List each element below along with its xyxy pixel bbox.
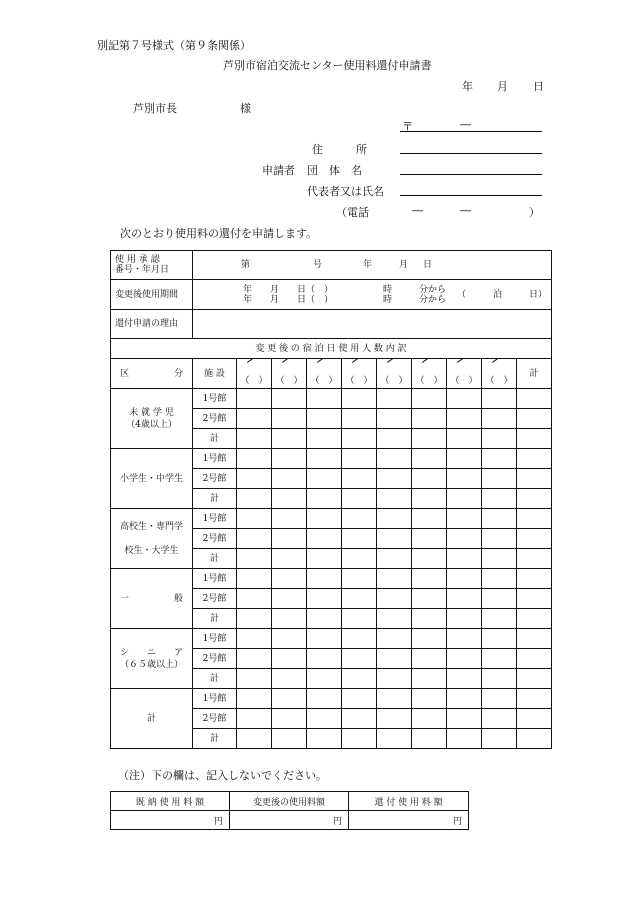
count-cell[interactable] <box>307 549 342 569</box>
yen-unit: 円 <box>452 816 462 827</box>
approval-month: 月 <box>399 260 409 270</box>
count-cell[interactable] <box>447 569 482 589</box>
count-cell[interactable] <box>307 609 342 629</box>
note-text: （注）下の欄は、記入しないでください。 <box>118 769 327 782</box>
count-cell[interactable] <box>237 709 272 729</box>
count-cell[interactable] <box>342 709 377 729</box>
count-cell[interactable] <box>272 409 307 429</box>
postal-mark: 〒 <box>402 120 413 133</box>
count-cell[interactable] <box>342 669 377 689</box>
count-cell[interactable] <box>272 569 307 589</box>
postal-line[interactable] <box>400 131 542 132</box>
day-header-3[interactable] <box>307 359 342 389</box>
yen-unit: 円 <box>213 816 223 827</box>
count-cell[interactable] <box>482 529 517 549</box>
row-total-cell[interactable] <box>517 709 552 729</box>
count-cell[interactable] <box>377 709 412 729</box>
count-cell[interactable] <box>377 469 412 489</box>
count-cell[interactable] <box>307 629 342 649</box>
weekday-paren: （ ） <box>345 376 373 386</box>
count-cell[interactable] <box>412 549 447 569</box>
date-month-label: 月 <box>497 80 508 93</box>
facility-cell: 計 <box>193 429 237 449</box>
count-cell[interactable] <box>307 389 342 409</box>
count-cell[interactable] <box>342 629 377 649</box>
count-cell[interactable] <box>342 429 377 449</box>
facility-cell: 1号館 <box>193 569 237 589</box>
count-cell[interactable] <box>482 489 517 509</box>
count-cell[interactable] <box>412 429 447 449</box>
changed-fee-value[interactable] <box>230 811 349 830</box>
count-cell[interactable] <box>272 489 307 509</box>
facility-cell: 2号館 <box>193 409 237 429</box>
count-cell[interactable] <box>342 729 377 749</box>
facility-cell: 1号館 <box>193 449 237 469</box>
count-cell[interactable] <box>272 609 307 629</box>
count-cell[interactable] <box>272 509 307 529</box>
facility-cell: 1号館 <box>193 389 237 409</box>
count-cell[interactable] <box>482 509 517 529</box>
category-cell <box>111 689 193 749</box>
count-cell[interactable] <box>342 449 377 469</box>
count-cell[interactable] <box>237 649 272 669</box>
count-cell[interactable] <box>272 629 307 649</box>
count-cell[interactable] <box>412 709 447 729</box>
count-cell[interactable] <box>482 669 517 689</box>
count-cell[interactable] <box>237 589 272 609</box>
count-cell[interactable] <box>377 429 412 449</box>
count-cell[interactable] <box>377 649 412 669</box>
category-sublabel: （６５歳以上） <box>119 659 183 670</box>
group-name-label: 団 体 名 <box>307 164 362 177</box>
slash-mark <box>352 359 364 363</box>
count-cell[interactable] <box>272 529 307 549</box>
count-cell[interactable] <box>482 629 517 649</box>
count-cell[interactable] <box>272 709 307 729</box>
count-cell[interactable] <box>412 529 447 549</box>
address-field[interactable] <box>400 153 542 154</box>
count-cell[interactable] <box>377 669 412 689</box>
count-cell[interactable] <box>447 629 482 649</box>
fee-table <box>110 791 469 830</box>
category-label: 高校生・専門学 <box>119 521 183 532</box>
count-cell[interactable] <box>377 409 412 429</box>
paid-fee-header: 既 納 使 用 料 額 <box>111 792 230 811</box>
group-name-field[interactable] <box>400 174 542 175</box>
count-cell[interactable] <box>307 589 342 609</box>
count-cell[interactable] <box>237 669 272 689</box>
approval-go: 号 <box>313 260 323 270</box>
table-row <box>111 689 552 709</box>
count-cell[interactable] <box>307 709 342 729</box>
applicant-label: 申請者 <box>262 164 295 177</box>
facility-cell: 2号館 <box>193 589 237 609</box>
count-cell[interactable] <box>412 469 447 489</box>
weekday-paren: （ ） <box>310 376 338 386</box>
period-date-2: 年 月 日（ ） <box>243 295 334 305</box>
day-header-5[interactable] <box>377 359 412 389</box>
count-cell[interactable] <box>447 729 482 749</box>
day-header-7[interactable] <box>447 359 482 389</box>
row-total-cell[interactable] <box>517 629 552 649</box>
count-cell[interactable] <box>237 449 272 469</box>
count-cell[interactable] <box>307 469 342 489</box>
count-cell[interactable] <box>447 589 482 609</box>
facility-header: 施 設 <box>193 359 237 389</box>
count-cell[interactable] <box>272 729 307 749</box>
count-cell[interactable] <box>482 589 517 609</box>
count-cell[interactable] <box>482 729 517 749</box>
period-time-1: 時 分から <box>383 285 447 295</box>
row-total-cell[interactable] <box>517 449 552 469</box>
approval-day: 日 <box>423 260 433 270</box>
count-cell[interactable] <box>307 509 342 529</box>
facility-cell: 計 <box>193 489 237 509</box>
count-cell[interactable] <box>447 509 482 529</box>
count-cell[interactable] <box>307 669 342 689</box>
count-cell[interactable] <box>342 589 377 609</box>
count-cell[interactable] <box>307 429 342 449</box>
category-label: シ ニ ア <box>119 647 183 658</box>
count-cell[interactable] <box>482 609 517 629</box>
count-cell[interactable] <box>412 569 447 589</box>
row-total-cell[interactable] <box>517 469 552 489</box>
day-header-1[interactable] <box>237 359 272 389</box>
category-sublabel: （4歳以上） <box>126 419 177 430</box>
yen-unit: 円 <box>332 816 342 827</box>
count-cell[interactable] <box>307 649 342 669</box>
count-cell[interactable] <box>482 649 517 669</box>
weekday-paren: （ ） <box>415 376 443 386</box>
row-total-cell[interactable] <box>517 569 552 589</box>
count-cell[interactable] <box>307 729 342 749</box>
row-total-cell[interactable] <box>517 529 552 549</box>
row-total-cell[interactable] <box>517 729 552 749</box>
reason-field[interactable] <box>193 310 552 339</box>
row-total-cell[interactable] <box>517 589 552 609</box>
count-cell[interactable] <box>412 689 447 709</box>
count-cell[interactable] <box>482 549 517 569</box>
category-sublabel: 校生・大学生 <box>124 545 179 556</box>
count-cell[interactable] <box>342 489 377 509</box>
count-cell[interactable] <box>237 509 272 529</box>
representative-label: 代表者又は氏名 <box>307 185 384 198</box>
period-value[interactable] <box>193 280 552 310</box>
facility-cell: 2号館 <box>193 649 237 669</box>
day-header-2[interactable] <box>272 359 307 389</box>
table-row <box>111 449 552 469</box>
facility-cell: 計 <box>193 609 237 629</box>
count-cell[interactable] <box>237 529 272 549</box>
count-cell[interactable] <box>482 429 517 449</box>
count-cell[interactable] <box>377 629 412 649</box>
category-label: 一 般 <box>119 593 183 604</box>
day-header-4[interactable] <box>342 359 377 389</box>
count-cell[interactable] <box>412 729 447 749</box>
paid-fee-value[interactable] <box>111 811 230 830</box>
facility-cell: 計 <box>193 669 237 689</box>
count-cell[interactable] <box>237 409 272 429</box>
approval-label <box>111 251 193 280</box>
day-header-6[interactable] <box>412 359 447 389</box>
tel-dash-2: ― <box>460 204 471 217</box>
breakdown-title: 変 更 後 の 宿 泊 日 使 用 人 数 内 訳 <box>111 339 552 359</box>
row-total-cell[interactable] <box>517 689 552 709</box>
count-cell[interactable] <box>237 689 272 709</box>
slash-mark <box>282 359 294 363</box>
count-cell[interactable] <box>377 689 412 709</box>
count-cell[interactable] <box>482 469 517 489</box>
count-cell[interactable] <box>342 469 377 489</box>
refund-fee-header: 還 付 使 用 料 額 <box>349 792 469 811</box>
count-cell[interactable] <box>482 449 517 469</box>
count-cell[interactable] <box>307 689 342 709</box>
facility-cell: 2号館 <box>193 709 237 729</box>
count-cell[interactable] <box>342 409 377 429</box>
slash-mark <box>247 359 259 363</box>
count-cell[interactable] <box>447 669 482 689</box>
count-cell[interactable] <box>342 529 377 549</box>
count-cell[interactable] <box>412 589 447 609</box>
reason-label: 還付申請の理由 <box>111 310 193 339</box>
approval-label-line1: 使 用 承 認 <box>115 255 160 265</box>
count-cell[interactable] <box>447 689 482 709</box>
count-cell[interactable] <box>342 689 377 709</box>
count-cell[interactable] <box>342 569 377 589</box>
approval-dai: 第 <box>241 260 251 270</box>
count-cell[interactable] <box>272 429 307 449</box>
row-total-cell[interactable] <box>517 389 552 409</box>
count-cell[interactable] <box>447 549 482 569</box>
row-total-cell[interactable] <box>517 649 552 669</box>
slash-mark <box>457 359 469 363</box>
category-cell <box>111 509 193 569</box>
count-cell[interactable] <box>447 529 482 549</box>
date-year-label: 年 <box>462 80 473 93</box>
count-cell[interactable] <box>342 549 377 569</box>
count-cell[interactable] <box>307 449 342 469</box>
count-cell[interactable] <box>272 549 307 569</box>
count-cell[interactable] <box>377 569 412 589</box>
row-total-cell[interactable] <box>517 509 552 529</box>
facility-cell: 計 <box>193 729 237 749</box>
tel-close: ） <box>529 206 540 219</box>
count-cell[interactable] <box>447 709 482 729</box>
address-label: 住 所 <box>312 143 367 156</box>
count-cell[interactable] <box>237 629 272 649</box>
count-cell[interactable] <box>272 389 307 409</box>
page-title: 芦別市宿泊交流センター使用料還付申請書 <box>223 59 432 72</box>
count-cell[interactable] <box>307 409 342 429</box>
representative-field[interactable] <box>400 195 542 196</box>
tel-dash-1: ― <box>412 204 423 217</box>
category-cell <box>111 569 193 629</box>
count-cell[interactable] <box>412 449 447 469</box>
count-cell[interactable] <box>307 489 342 509</box>
row-total-cell[interactable] <box>517 429 552 449</box>
count-cell[interactable] <box>377 449 412 469</box>
category-label: 小学生・中学生 <box>119 473 183 484</box>
category-label: 計 <box>146 713 156 724</box>
tel-label: （電話 <box>336 206 369 219</box>
period-date-1: 年 月 日（ ） <box>243 285 334 295</box>
count-cell[interactable] <box>342 609 377 629</box>
count-cell[interactable] <box>237 469 272 489</box>
table-row <box>111 389 552 409</box>
usage-table <box>110 250 552 749</box>
count-cell[interactable] <box>412 409 447 429</box>
count-cell[interactable] <box>412 509 447 529</box>
period-nights: （ 泊 日） <box>457 290 548 300</box>
count-cell[interactable] <box>377 549 412 569</box>
approval-value[interactable] <box>193 251 552 280</box>
count-cell[interactable] <box>307 569 342 589</box>
approval-label-line2: 番号・年月日 <box>115 265 170 275</box>
approval-year: 年 <box>363 260 373 270</box>
count-cell[interactable] <box>377 589 412 609</box>
count-cell[interactable] <box>342 509 377 529</box>
count-cell[interactable] <box>377 729 412 749</box>
count-cell[interactable] <box>237 489 272 509</box>
facility-cell: 計 <box>193 549 237 569</box>
category-header: 区 分 <box>111 359 193 389</box>
count-cell[interactable] <box>272 649 307 669</box>
count-cell[interactable] <box>447 449 482 469</box>
count-cell[interactable] <box>377 529 412 549</box>
count-cell[interactable] <box>412 389 447 409</box>
count-cell[interactable] <box>342 649 377 669</box>
weekday-paren: （ ） <box>380 376 408 386</box>
date-day-label: 日 <box>533 80 544 93</box>
row-total-cell[interactable] <box>517 669 552 689</box>
count-cell[interactable] <box>447 409 482 429</box>
count-cell[interactable] <box>447 389 482 409</box>
count-cell[interactable] <box>447 609 482 629</box>
slash-mark <box>317 359 329 363</box>
count-cell[interactable] <box>447 649 482 669</box>
facility-cell: 2号館 <box>193 529 237 549</box>
count-cell[interactable] <box>412 609 447 629</box>
intro-text: 次のとおり使用料の還付を申請します。 <box>120 227 318 240</box>
count-cell[interactable] <box>447 429 482 449</box>
postal-dash: ― <box>460 118 471 131</box>
facility-cell: 1号館 <box>193 629 237 649</box>
form-number: 別記第７号様式（第９条関係） <box>97 39 251 52</box>
table-row <box>111 509 552 529</box>
count-cell[interactable] <box>237 389 272 409</box>
row-total-cell[interactable] <box>517 489 552 509</box>
count-cell[interactable] <box>482 689 517 709</box>
total-header: 計 <box>517 359 552 389</box>
slash-mark <box>422 359 434 363</box>
category-cell <box>111 449 193 509</box>
count-cell[interactable] <box>377 489 412 509</box>
weekday-paren: （ ） <box>240 376 268 386</box>
category-cell <box>111 389 193 449</box>
count-cell[interactable] <box>482 569 517 589</box>
count-cell[interactable] <box>377 509 412 529</box>
count-cell[interactable] <box>412 629 447 649</box>
table-row <box>111 629 552 649</box>
weekday-paren: （ ） <box>450 376 478 386</box>
period-label: 変更後使用期間 <box>111 280 193 310</box>
honorific: 様 <box>240 102 251 115</box>
category-cell <box>111 629 193 689</box>
count-cell[interactable] <box>237 549 272 569</box>
count-cell[interactable] <box>412 649 447 669</box>
count-cell[interactable] <box>237 429 272 449</box>
count-cell[interactable] <box>342 389 377 409</box>
slash-mark <box>387 359 399 363</box>
count-cell[interactable] <box>307 529 342 549</box>
count-cell[interactable] <box>237 729 272 749</box>
day-header-8[interactable] <box>482 359 517 389</box>
count-cell[interactable] <box>272 469 307 489</box>
count-cell[interactable] <box>412 669 447 689</box>
count-cell[interactable] <box>412 489 447 509</box>
addressee: 芦別市長 <box>133 102 177 115</box>
count-cell[interactable] <box>237 569 272 589</box>
count-cell[interactable] <box>482 389 517 409</box>
category-label: 未 就 学 児 <box>129 407 174 418</box>
weekday-paren: （ ） <box>275 376 303 386</box>
count-cell[interactable] <box>272 689 307 709</box>
count-cell[interactable] <box>447 489 482 509</box>
count-cell[interactable] <box>272 669 307 689</box>
count-cell[interactable] <box>272 449 307 469</box>
slash-mark <box>492 359 504 363</box>
group-rows <box>111 389 552 749</box>
count-cell[interactable] <box>377 609 412 629</box>
period-time-2: 時 分から <box>383 295 447 305</box>
count-cell[interactable] <box>272 589 307 609</box>
row-total-cell[interactable] <box>517 609 552 629</box>
facility-cell: 1号館 <box>193 689 237 709</box>
facility-cell: 2号館 <box>193 469 237 489</box>
table-row <box>111 569 552 589</box>
count-cell[interactable] <box>447 469 482 489</box>
row-total-cell[interactable] <box>517 549 552 569</box>
count-cell[interactable] <box>377 389 412 409</box>
row-total-cell[interactable] <box>517 409 552 429</box>
weekday-paren: （ ） <box>485 376 513 386</box>
count-cell[interactable] <box>482 409 517 429</box>
changed-fee-header: 変更後の使用料額 <box>230 792 349 811</box>
facility-cell: 1号館 <box>193 509 237 529</box>
count-cell[interactable] <box>237 609 272 629</box>
count-cell[interactable] <box>482 709 517 729</box>
refund-fee-value[interactable] <box>349 811 469 830</box>
